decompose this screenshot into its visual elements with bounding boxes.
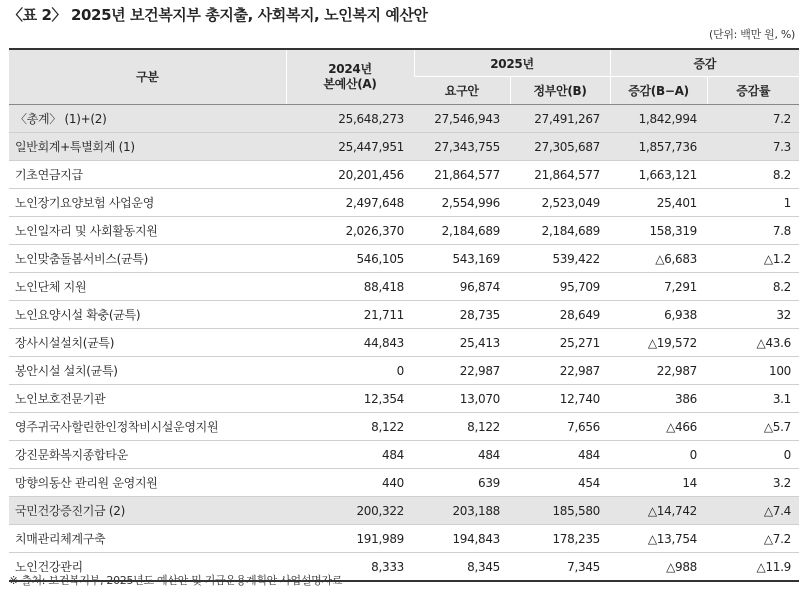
cell-2024-budget: 546,105 — [286, 245, 414, 273]
table-row — [9, 441, 799, 469]
header-2024-year: 2024년 — [328, 62, 372, 76]
cell-diff: 22,987 — [610, 357, 707, 385]
table-row — [9, 525, 799, 553]
cell-rate: 8.2 — [707, 161, 799, 189]
table-row — [9, 133, 799, 161]
header-gov: 정부안(B) — [510, 77, 610, 105]
budget-table — [9, 48, 799, 582]
cell-request: 484 — [414, 441, 510, 469]
cell-2024-budget: 2,497,648 — [286, 189, 414, 217]
cell-gov: 27,305,687 — [510, 133, 610, 161]
unit-note: (단위: 백만 원, %) — [709, 28, 795, 41]
cell-diff: △14,742 — [610, 497, 707, 525]
table-row — [9, 245, 799, 273]
table-row — [9, 357, 799, 385]
cell-gov: 2,523,049 — [510, 189, 610, 217]
cell-rate: 7.2 — [707, 105, 799, 133]
cell-2024-budget: 25,447,951 — [286, 133, 414, 161]
cell-gov: 95,709 — [510, 273, 610, 301]
cell-name: 강진문화복지종합타운 — [9, 441, 286, 469]
cell-gov: 539,422 — [510, 245, 610, 273]
header-2024 — [286, 49, 414, 105]
cell-diff: △466 — [610, 413, 707, 441]
cell-2024-budget: 21,711 — [286, 301, 414, 329]
cell-gov: 22,987 — [510, 357, 610, 385]
header-2025: 2025년 — [414, 49, 610, 77]
cell-gov: 12,740 — [510, 385, 610, 413]
cell-rate: 3.1 — [707, 385, 799, 413]
table-row — [9, 469, 799, 497]
table-row — [9, 301, 799, 329]
cell-rate: 1 — [707, 189, 799, 217]
table-title: 〈표 2〉 2025년 보건복지부 총지출, 사회복지, 노인복지 예산안 — [8, 6, 428, 24]
cell-diff: 6,938 — [610, 301, 707, 329]
cell-gov: 7,656 — [510, 413, 610, 441]
header-rate: 증감률 — [707, 77, 799, 105]
cell-gov: 454 — [510, 469, 610, 497]
cell-diff: 158,319 — [610, 217, 707, 245]
table-body — [9, 105, 799, 582]
cell-diff: △19,572 — [610, 329, 707, 357]
cell-diff: 1,663,121 — [610, 161, 707, 189]
cell-rate: 0 — [707, 441, 799, 469]
cell-request: 543,169 — [414, 245, 510, 273]
cell-rate: △5.7 — [707, 413, 799, 441]
cell-2024-budget: 8,333 — [286, 553, 414, 582]
cell-request: 21,864,577 — [414, 161, 510, 189]
cell-diff: △6,683 — [610, 245, 707, 273]
table-row — [9, 105, 799, 133]
cell-2024-budget: 12,354 — [286, 385, 414, 413]
cell-name: 노인요양시설 확충(균특) — [9, 301, 286, 329]
cell-diff: 14 — [610, 469, 707, 497]
header-2024-sub: 본예산(A) — [323, 77, 377, 91]
cell-gov: 7,345 — [510, 553, 610, 582]
table-row — [9, 413, 799, 441]
table-row — [9, 329, 799, 357]
cell-gov: 484 — [510, 441, 610, 469]
cell-request: 2,554,996 — [414, 189, 510, 217]
cell-request: 639 — [414, 469, 510, 497]
cell-name: 노인일자리 및 사회활동지원 — [9, 217, 286, 245]
cell-rate: 100 — [707, 357, 799, 385]
cell-name: 노인장기요양보험 사업운영 — [9, 189, 286, 217]
cell-request: 194,843 — [414, 525, 510, 553]
cell-gov: 21,864,577 — [510, 161, 610, 189]
cell-name: 노인보호전문기관 — [9, 385, 286, 413]
table-row — [9, 161, 799, 189]
cell-rate: △7.4 — [707, 497, 799, 525]
cell-request: 27,546,943 — [414, 105, 510, 133]
cell-2024-budget: 88,418 — [286, 273, 414, 301]
cell-diff: 1,857,736 — [610, 133, 707, 161]
cell-request: 8,345 — [414, 553, 510, 582]
table-row — [9, 273, 799, 301]
cell-name: 장사시설설치(균특) — [9, 329, 286, 357]
cell-rate: △1.2 — [707, 245, 799, 273]
cell-rate: 8.2 — [707, 273, 799, 301]
source-note: ※ 출처: 보건복지부, 2025년도 예산안 및 기금운용계획안 사업설명자료 — [9, 574, 343, 587]
cell-2024-budget: 2,026,370 — [286, 217, 414, 245]
cell-2024-budget: 0 — [286, 357, 414, 385]
cell-request: 8,122 — [414, 413, 510, 441]
cell-2024-budget: 20,201,456 — [286, 161, 414, 189]
cell-name: 영주귀국사할린한인정착비시설운영지원 — [9, 413, 286, 441]
cell-rate: △43.6 — [707, 329, 799, 357]
table-row — [9, 217, 799, 245]
cell-diff: △988 — [610, 553, 707, 582]
header-request: 요구안 — [414, 77, 510, 105]
cell-request: 2,184,689 — [414, 217, 510, 245]
cell-gov: 28,649 — [510, 301, 610, 329]
cell-gov: 185,580 — [510, 497, 610, 525]
cell-diff: 386 — [610, 385, 707, 413]
cell-diff: △13,754 — [610, 525, 707, 553]
header-diff: 증감(B−A) — [610, 77, 707, 105]
cell-request: 25,413 — [414, 329, 510, 357]
cell-request: 28,735 — [414, 301, 510, 329]
cell-2024-budget: 44,843 — [286, 329, 414, 357]
cell-diff: 0 — [610, 441, 707, 469]
cell-rate: 7.3 — [707, 133, 799, 161]
cell-request: 96,874 — [414, 273, 510, 301]
cell-rate: △11.9 — [707, 553, 799, 582]
cell-2024-budget: 200,322 — [286, 497, 414, 525]
cell-request: 203,188 — [414, 497, 510, 525]
cell-2024-budget: 191,989 — [286, 525, 414, 553]
cell-request: 27,343,755 — [414, 133, 510, 161]
cell-2024-budget: 8,122 — [286, 413, 414, 441]
cell-rate: 3.2 — [707, 469, 799, 497]
cell-gov: 25,271 — [510, 329, 610, 357]
cell-name: 노인맞춤돌봄서비스(균특) — [9, 245, 286, 273]
cell-diff: 7,291 — [610, 273, 707, 301]
header-change: 증감 — [610, 49, 799, 77]
cell-diff: 1,842,994 — [610, 105, 707, 133]
table-row — [9, 497, 799, 525]
cell-name: 기초연금지급 — [9, 161, 286, 189]
cell-2024-budget: 25,648,273 — [286, 105, 414, 133]
cell-request: 22,987 — [414, 357, 510, 385]
cell-2024-budget: 440 — [286, 469, 414, 497]
cell-gov: 2,184,689 — [510, 217, 610, 245]
cell-name: 노인단체 지원 — [9, 273, 286, 301]
cell-name: 망향의동산 관리원 운영지원 — [9, 469, 286, 497]
cell-name: 국민건강증진기금 (2) — [9, 497, 286, 525]
cell-request: 13,070 — [414, 385, 510, 413]
cell-gov: 27,491,267 — [510, 105, 610, 133]
cell-diff: 25,401 — [610, 189, 707, 217]
cell-name: 노인건강관리 — [9, 553, 286, 582]
table-row — [9, 385, 799, 413]
cell-rate: 7.8 — [707, 217, 799, 245]
cell-rate: △7.2 — [707, 525, 799, 553]
table-row — [9, 189, 799, 217]
cell-2024-budget: 484 — [286, 441, 414, 469]
cell-name: 〈총계〉 (1)+(2) — [9, 105, 286, 133]
cell-name: 치매관리체계구축 — [9, 525, 286, 553]
header-category: 구분 — [9, 49, 286, 105]
cell-name: 일반회계+특별회계 (1) — [9, 133, 286, 161]
cell-gov: 178,235 — [510, 525, 610, 553]
cell-rate: 32 — [707, 301, 799, 329]
cell-name: 봉안시설 설치(균특) — [9, 357, 286, 385]
